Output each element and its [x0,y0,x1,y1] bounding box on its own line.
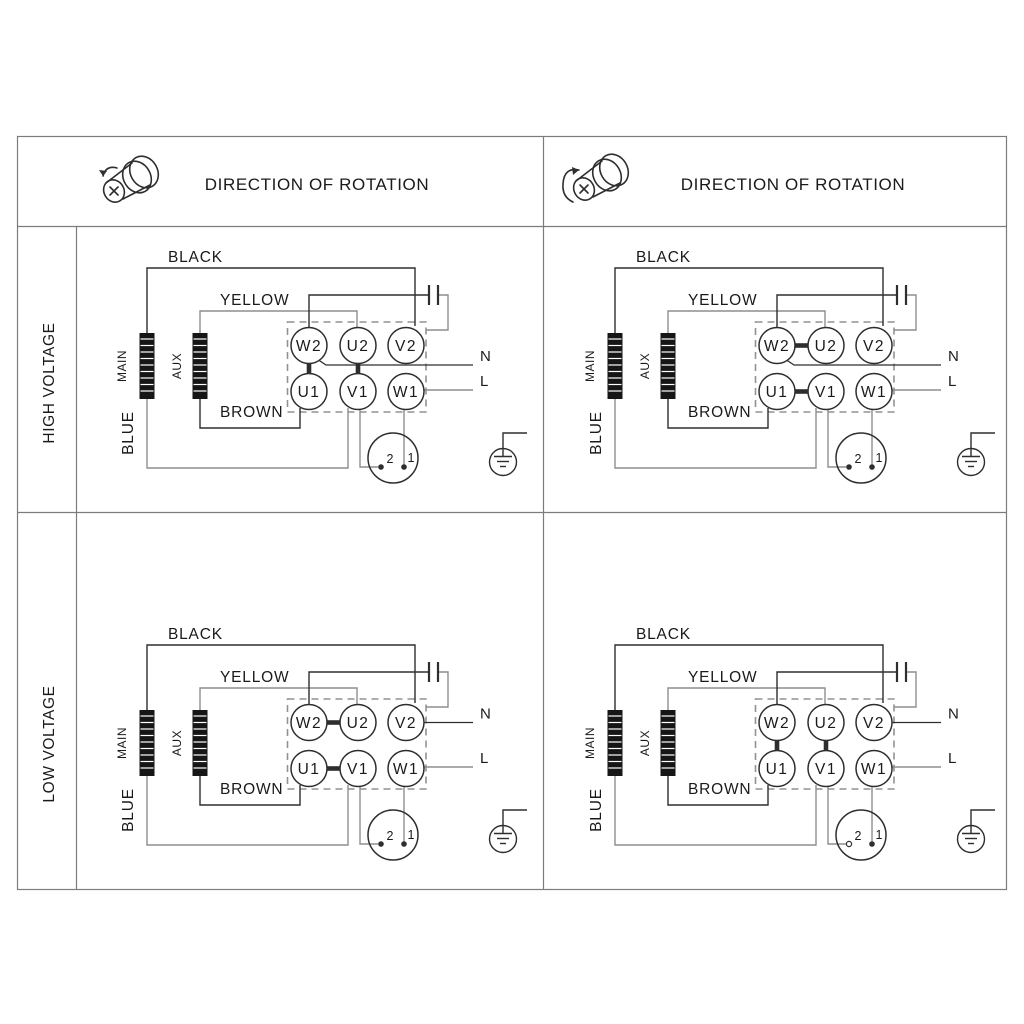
quadrant-low-voltage-right [583,626,995,860]
wire-label-blue: BLUE [120,411,137,455]
wire-yellow [668,688,825,710]
protector-lead-2 [360,409,378,467]
terminal-label-u2: U2 [814,715,838,732]
terminal-label-v1: V1 [815,761,837,778]
wire-label-black: BLACK [636,626,691,643]
terminal-label-u1: U1 [765,761,789,778]
wire-yellow [200,688,357,710]
terminal-label-v1: V1 [347,761,369,778]
quadrant-high-voltage-left [115,249,527,483]
neutral-label: N [948,348,959,365]
header-left-title: DIRECTION OF ROTATION [204,175,430,194]
aux-winding [193,333,208,399]
protector-contact-1 [401,464,407,470]
terminal-label-v2: V2 [395,715,417,732]
wire-label-brown: BROWN [220,404,284,421]
protector-contact-1 [869,464,875,470]
shaft-rotation-cw-icon [99,151,164,206]
wire-label-blue: BLUE [588,788,605,832]
terminal-label-v2: V2 [863,715,885,732]
protector-label-1: 1 [875,828,883,842]
main-winding [608,333,623,399]
terminal-label-u1: U1 [765,384,789,401]
quadrant-high-voltage-right [583,249,995,483]
terminal-label-w1: W1 [860,384,888,401]
row-label-high-voltage: HIGH VOLTAGE [41,322,58,444]
wire-label-blue: BLUE [588,411,605,455]
protector-contact-1 [401,841,407,847]
terminal-label-u2: U2 [346,338,370,355]
neutral-label: N [948,705,959,723]
protector-label-2: 2 [386,829,394,843]
protector-label-1: 1 [407,828,415,842]
terminal-label-w1: W1 [392,384,420,401]
main-winding [608,710,623,776]
aux-winding-label: AUX [170,729,184,757]
wire-label-yellow: YELLOW [220,292,290,309]
terminal-label-w2: W2 [763,338,791,355]
line-label: L [480,373,489,390]
terminal-label-v1: V1 [347,384,369,401]
wire-label-black: BLACK [168,626,223,643]
wire-label-blue: BLUE [120,788,137,832]
main-winding [140,710,155,776]
aux-winding-label: AUX [638,352,652,380]
wire-label-yellow: YELLOW [688,669,758,686]
protector-contact-2 [378,464,384,470]
ground-symbol [490,433,528,476]
main-winding-label: MAIN [583,727,597,759]
protector-lead-2 [360,786,378,844]
row-label-low-voltage: LOW VOLTAGE [41,685,58,803]
protector-lead-2 [828,786,846,844]
protector-label-1: 1 [875,451,883,465]
terminal-label-w1: W1 [392,761,420,778]
terminal-label-w2: W2 [295,338,323,355]
protector-contact-2 [846,464,852,470]
main-winding-label: MAIN [583,350,597,382]
terminal-label-v2: V2 [863,338,885,355]
header-left-cell [99,151,429,206]
aux-winding-label: AUX [170,352,184,380]
protector-lead-2 [828,409,846,467]
ground-symbol [490,810,528,853]
wire-label-black: BLACK [168,249,223,266]
neutral-label: N [480,705,491,723]
line-label: L [948,373,957,390]
header-right-cell [563,149,905,204]
quadrant-low-voltage-left [115,626,527,860]
wire-yellow [668,311,825,333]
protector-label-2: 2 [854,829,862,843]
main-winding-label: MAIN [115,727,129,759]
wire-yellow [200,311,357,333]
aux-winding [661,333,676,399]
terminal-label-w2: W2 [763,715,791,732]
terminal-label-w1: W1 [860,761,888,778]
terminal-label-u1: U1 [297,761,321,778]
main-winding-label: MAIN [115,350,129,382]
aux-winding [661,710,676,776]
terminal-label-u2: U2 [346,715,370,732]
header-right-title: DIRECTION OF ROTATION [680,175,906,194]
protector-label-1: 1 [407,451,415,465]
protector-contact-2 [378,841,384,847]
protector-contact-1 [869,841,875,847]
terminal-label-u1: U1 [297,384,321,401]
line-label: L [480,750,489,767]
protector-label-2: 2 [386,452,394,466]
terminal-label-v2: V2 [395,338,417,355]
wire-label-brown: BROWN [220,781,284,798]
terminal-label-v1: V1 [815,384,837,401]
line-label: L [948,750,957,767]
terminal-label-w2: W2 [295,715,323,732]
wire-label-yellow: YELLOW [220,669,290,686]
ground-symbol [958,810,996,853]
wire-label-black: BLACK [636,249,691,266]
wiring-quadrants [115,249,995,860]
ground-symbol [958,433,996,476]
shaft-rotation-ccw-icon [563,149,634,204]
neutral-label: N [480,348,491,365]
wire-label-yellow: YELLOW [688,292,758,309]
wire-label-brown: BROWN [688,404,752,421]
aux-winding [193,710,208,776]
main-winding [140,333,155,399]
aux-winding-label: AUX [638,729,652,757]
wire-label-brown: BROWN [688,781,752,798]
protector-label-2: 2 [854,452,862,466]
protector-contact-2 [846,841,851,846]
terminal-label-u2: U2 [814,338,838,355]
